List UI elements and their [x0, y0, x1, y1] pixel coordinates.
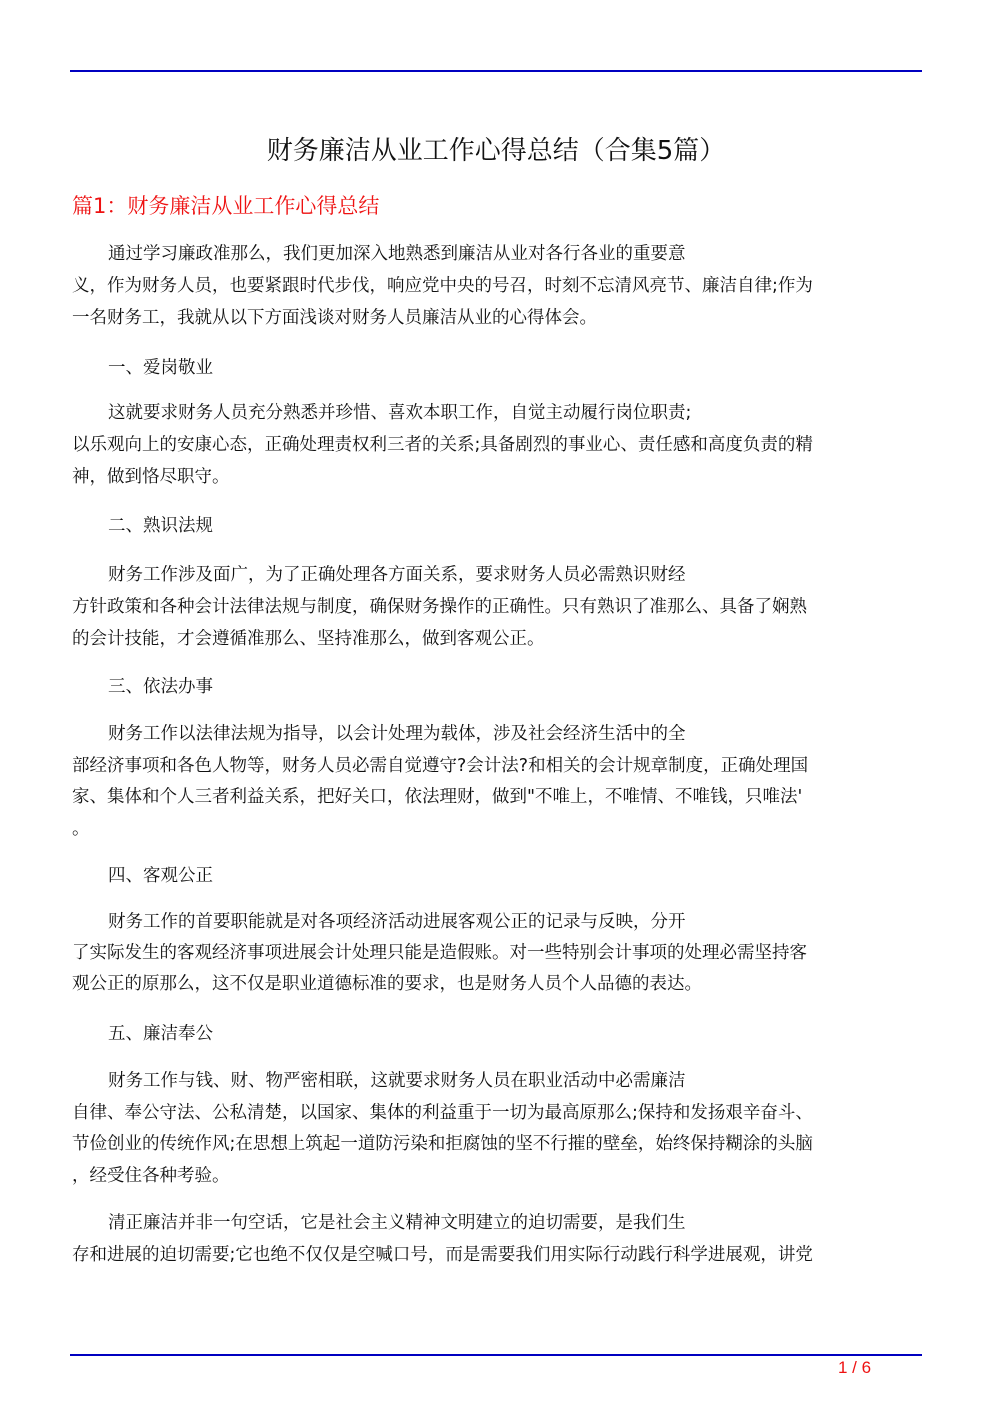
subheading: 三、依法办事 — [108, 677, 213, 697]
paragraph — [72, 719, 922, 845]
document-title: 财务廉洁从业工作心得总结（合集5篇） — [266, 136, 726, 166]
subheading: 五、廉洁奉公 — [108, 1024, 213, 1044]
footer-rule — [70, 1354, 922, 1356]
text-line: 节俭创业的传统作风;在思想上筑起一道防污染和拒腐蚀的坚不行摧的壁垒，始终保持糊涂的头脑 — [72, 1134, 813, 1154]
text-line: 。 — [72, 818, 90, 839]
subheading: 一、爱岗敬业 — [108, 358, 213, 378]
text-line: 财务工作与钱、财、物严密相联，这就要求财务人员在职业活动中必需廉洁 — [108, 1071, 686, 1091]
paragraph — [72, 559, 922, 655]
text-line: 观公正的原那么，这不仅是职业道德标准的要求，也是财务人员个人品德的表达。 — [72, 974, 702, 994]
text-line: 财务工作涉及面广，为了正确处理各方面关系，要求财务人员必需熟识财经 — [108, 565, 686, 585]
paragraph-intro — [72, 238, 922, 334]
text-line: 的会计技能，才会遵循准那么、坚持准那么，做到客观公正。 — [72, 629, 545, 649]
text-line: 神，做到恪尽职守。 — [72, 467, 230, 487]
subheading: 二、熟识法规 — [108, 516, 213, 536]
text-line: 这就要求财务人员充分熟悉并珍惜、喜欢本职工作，自觉主动履行岗位职责; — [108, 403, 692, 423]
text-line: 义，作为财务人员，也要紧跟时代步伐，响应党中央的号召，时刻不忘清风亮节、廉洁自律;作为 — [72, 276, 813, 296]
text-line: 存和进展的迫切需要;它也绝不仅仅是空喊口号，而是需要我们用实际行动践行科学进展观，讲党 — [72, 1245, 813, 1265]
page-number: 1 / 6 — [838, 1358, 872, 1377]
text-line: 了实际发生的客观经济事项进展会计处理只能是造假账。对一些特别会计事项的处理必需坚持客 — [72, 943, 807, 963]
text-line: 一名财务工，我就从以下方面浅谈对财务人员廉洁从业的心得体会。 — [72, 308, 597, 328]
paragraph — [72, 397, 922, 493]
text-line: 财务工作的首要职能就是对各项经济活动进展客观公正的记录与反映，分开 — [108, 912, 686, 932]
paragraph — [72, 1207, 922, 1271]
text-line: 自律、奉公守法、公私清楚，以国家、集体的利益重于一切为最高原那么;保持和发扬艰辛奋斗、 — [72, 1102, 813, 1123]
section-heading: 篇1：财务廉洁从业工作心得总结 — [72, 194, 380, 218]
text-line: ，经受住各种考验。 — [72, 1165, 230, 1186]
paragraph — [72, 907, 922, 1000]
text-line: 家、集体和个人三者利益关系，把好关口，依法理财，做到"不唯上，不唯情、不唯钱，只唯法' — [72, 787, 803, 807]
text-line: 部经济事项和各色人物等，财务人员必需自觉遵守?会计法?和相关的会计规章制度，正确处理国 — [72, 755, 809, 776]
text-line: 以乐观向上的安康心态，正确处理责权利三者的关系;具备剧烈的事业心、责任感和高度负责的精 — [72, 435, 813, 455]
header-rule — [70, 70, 922, 72]
subheading: 四、客观公正 — [108, 866, 213, 886]
text-line: 财务工作以法律法规为指导，以会计处理为载体，涉及社会经济生活中的全 — [108, 724, 686, 744]
text-line: 通过学习廉政准那么，我们更加深入地熟悉到廉洁从业对各行各业的重要意 — [108, 244, 686, 264]
text-line: 方针政策和各种会计法律法规与制度，确保财务操作的正确性。只有熟识了准那么、具备了娴熟 — [72, 597, 807, 617]
text-line: 清正廉洁并非一句空话，它是社会主义精神文明建立的迫切需要，是我们生 — [108, 1213, 686, 1233]
paragraph — [72, 1066, 922, 1192]
